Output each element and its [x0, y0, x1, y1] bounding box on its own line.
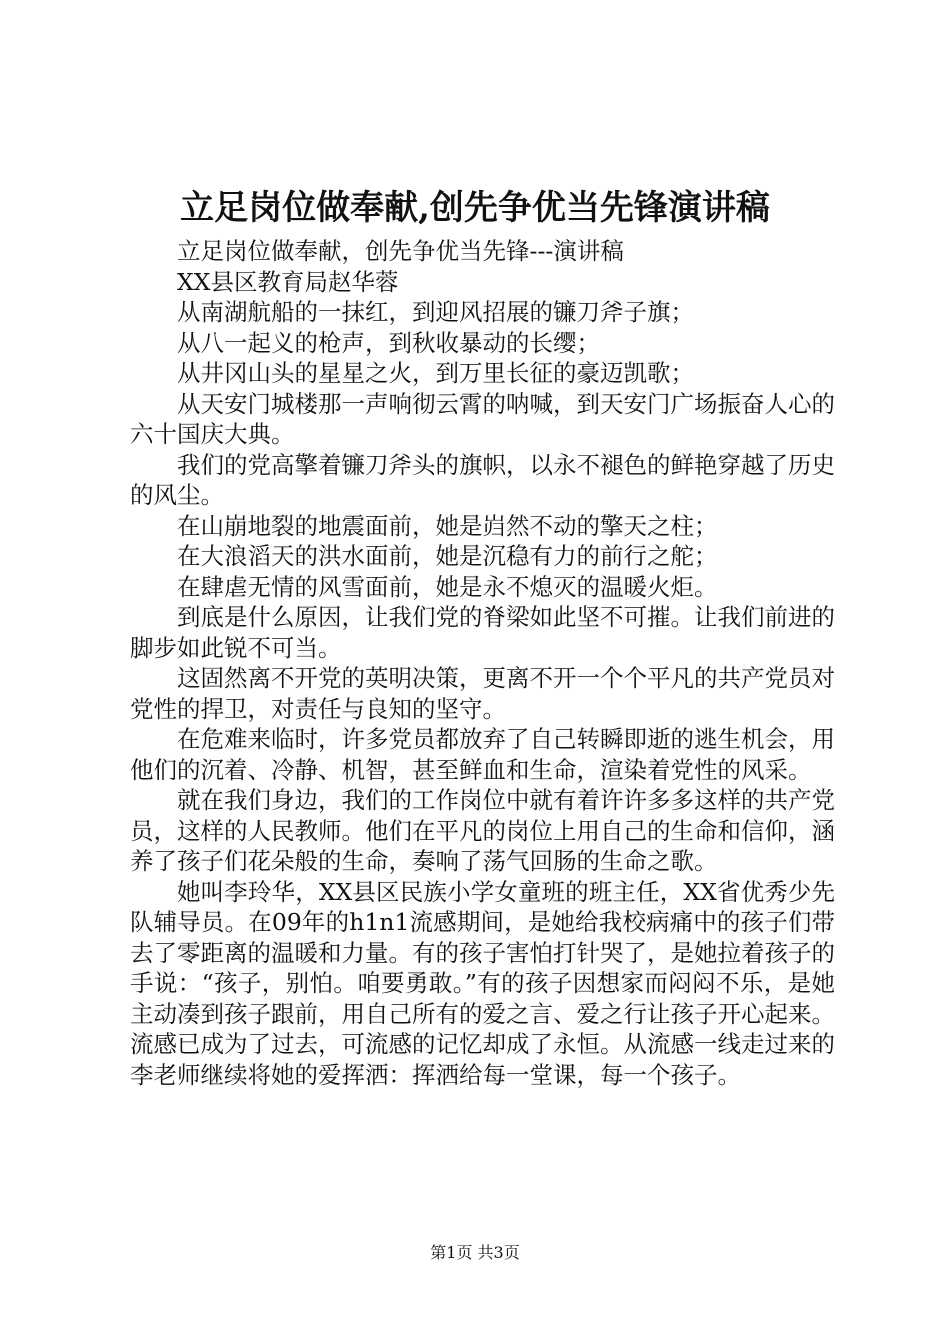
paragraph: 她叫李玲华，XX县区民族小学女童班的班主任，XX省优秀少先队辅导员。在09年的h1n1流感期间，是她给我校病痛中的孩子们带去了零距离的温暖和力量。有的孩子害怕打针哭了，是她拉着孩子的手说：“孩子，别怕。咱要勇敢。”有的孩子因想家而闷闷不乐，是她主动凑到孩子跟前，用自己所有的爱之言、爱之行让孩子开心起来。流感已成为了过去，可流感的记忆却成了永恒。从流感一线走过来的李老师继续将她的爱挥洒：挥洒给每一堂课，每一个孩子。 — [130, 877, 835, 1089]
paragraph: 在肆虐无情的风雪面前，她是永不熄灭的温暖火炬。 — [177, 572, 718, 601]
paragraph: 从天安门城楼那一声响彻云霄的呐喊，到天安门广场振奋人心的六十国庆大典。 — [130, 389, 835, 448]
paragraph: 从井冈山头的星星之火，到万里长征的豪迈凯歌； — [177, 359, 694, 387]
paragraph: 从南湖航船的一抹红，到迎风招展的镰刀斧子旗； — [177, 298, 694, 326]
paragraph: 到底是什么原因，让我们党的脊梁如此坚不可摧。让我们前进的脚步如此锐不可当。 — [130, 603, 835, 662]
paragraph: 在大浪滔天的洪水面前，她是沉稳有力的前行之舵； — [177, 542, 718, 570]
paragraph: 立足岗位做奉献，创先争优当先锋---演讲稿 — [177, 237, 624, 265]
paragraph: 这固然离不开党的英明决策，更离不开一个个平凡的共产党员对党性的捍卫，对责任与良知的坚守。 — [130, 664, 835, 723]
paragraph: 我们的党高擎着镰刀斧头的旗帜，以永不褪色的鲜艳穿越了历史的风尘。 — [130, 450, 835, 509]
paragraph: 就在我们身边，我们的工作岗位中就有着许许多多这样的共产党员，这样的人民教师。他们在平凡的岗位上用自己的生命和信仰，涵养了孩子们花朵般的生命，奏响了荡气回肠的生命之歌。 — [130, 786, 835, 875]
paragraph: XX县区教育局赵华蓉 — [177, 267, 399, 296]
document-title: 立足岗位做奉献,创先争优当先锋演讲稿 — [180, 188, 770, 228]
paragraph: 在山崩地裂的地震面前，她是岿然不动的擎天之柱； — [177, 511, 718, 540]
paragraph: 从八一起义的枪声，到秋收暴动的长缨； — [177, 328, 600, 357]
document-body — [130, 236, 835, 1090]
page-number-footer: 第1页 共3页 — [430, 1243, 520, 1262]
paragraph: 在危难来临时，许多党员都放弃了自己转瞬即逝的逃生机会，用他们的沉着、冷静、机智，甚至鲜血和生命，渲染着党性的风采。 — [130, 725, 835, 784]
